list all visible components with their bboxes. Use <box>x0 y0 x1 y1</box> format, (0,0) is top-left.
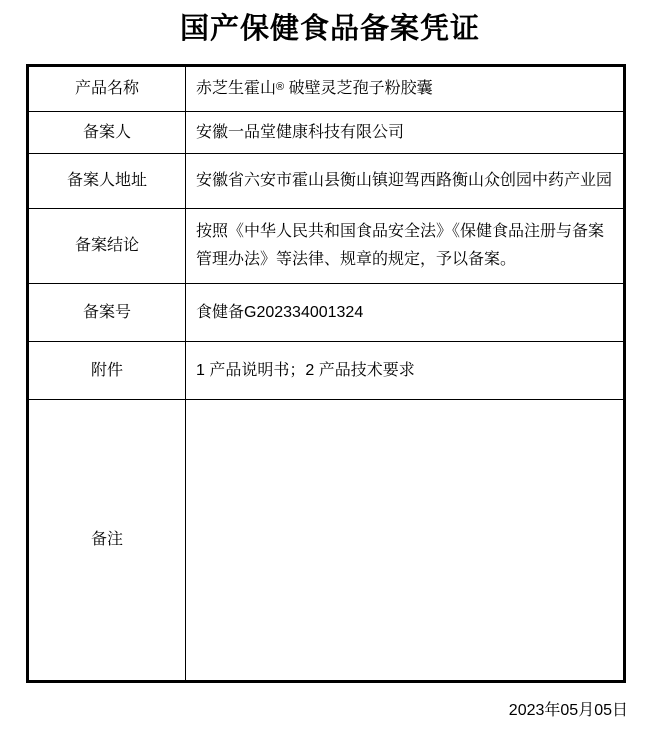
filer-address-text: 安徽省六安市霍山县衡山镇迎驾西路衡山众创园中药产业园 <box>196 172 613 189</box>
issue-date: 2023年05月05日 <box>508 702 628 719</box>
filing-number-label: 备案号 <box>29 284 186 342</box>
page-title: 国产保健食品备案凭证 <box>179 11 480 45</box>
attachments-label: 附件 <box>29 342 186 400</box>
product-name-label: 产品名称 <box>29 67 186 112</box>
certificate-table <box>26 64 626 683</box>
conclusion-text: 按照《中华人民共和国食品安全法》《保健食品注册与备案管理办法》等法律、规章的规定，予以备案。 <box>196 223 605 268</box>
filer-address-value <box>186 154 623 209</box>
conclusion-value <box>186 209 623 284</box>
filing-number-value: 食健备G202334001324 <box>186 284 623 342</box>
attachments-value: 1 产品说明书；2 产品技术要求 <box>186 342 623 400</box>
product-name-value: 赤芝生霍山 ® 破壁灵芝孢子粉胶囊 <box>186 67 623 112</box>
filer-address-label: 备案人地址 <box>29 154 186 209</box>
remarks-label: 备注 <box>29 400 186 680</box>
remarks-value <box>186 400 623 680</box>
conclusion-label: 备案结论 <box>29 209 186 284</box>
product-name-main: 赤芝生霍山 <box>196 80 277 97</box>
filer-label: 备案人 <box>29 112 186 154</box>
product-name-rest: 破壁灵芝孢子粉胶囊 <box>284 80 433 97</box>
filer-value: 安徽一品堂健康科技有限公司 <box>186 112 623 154</box>
